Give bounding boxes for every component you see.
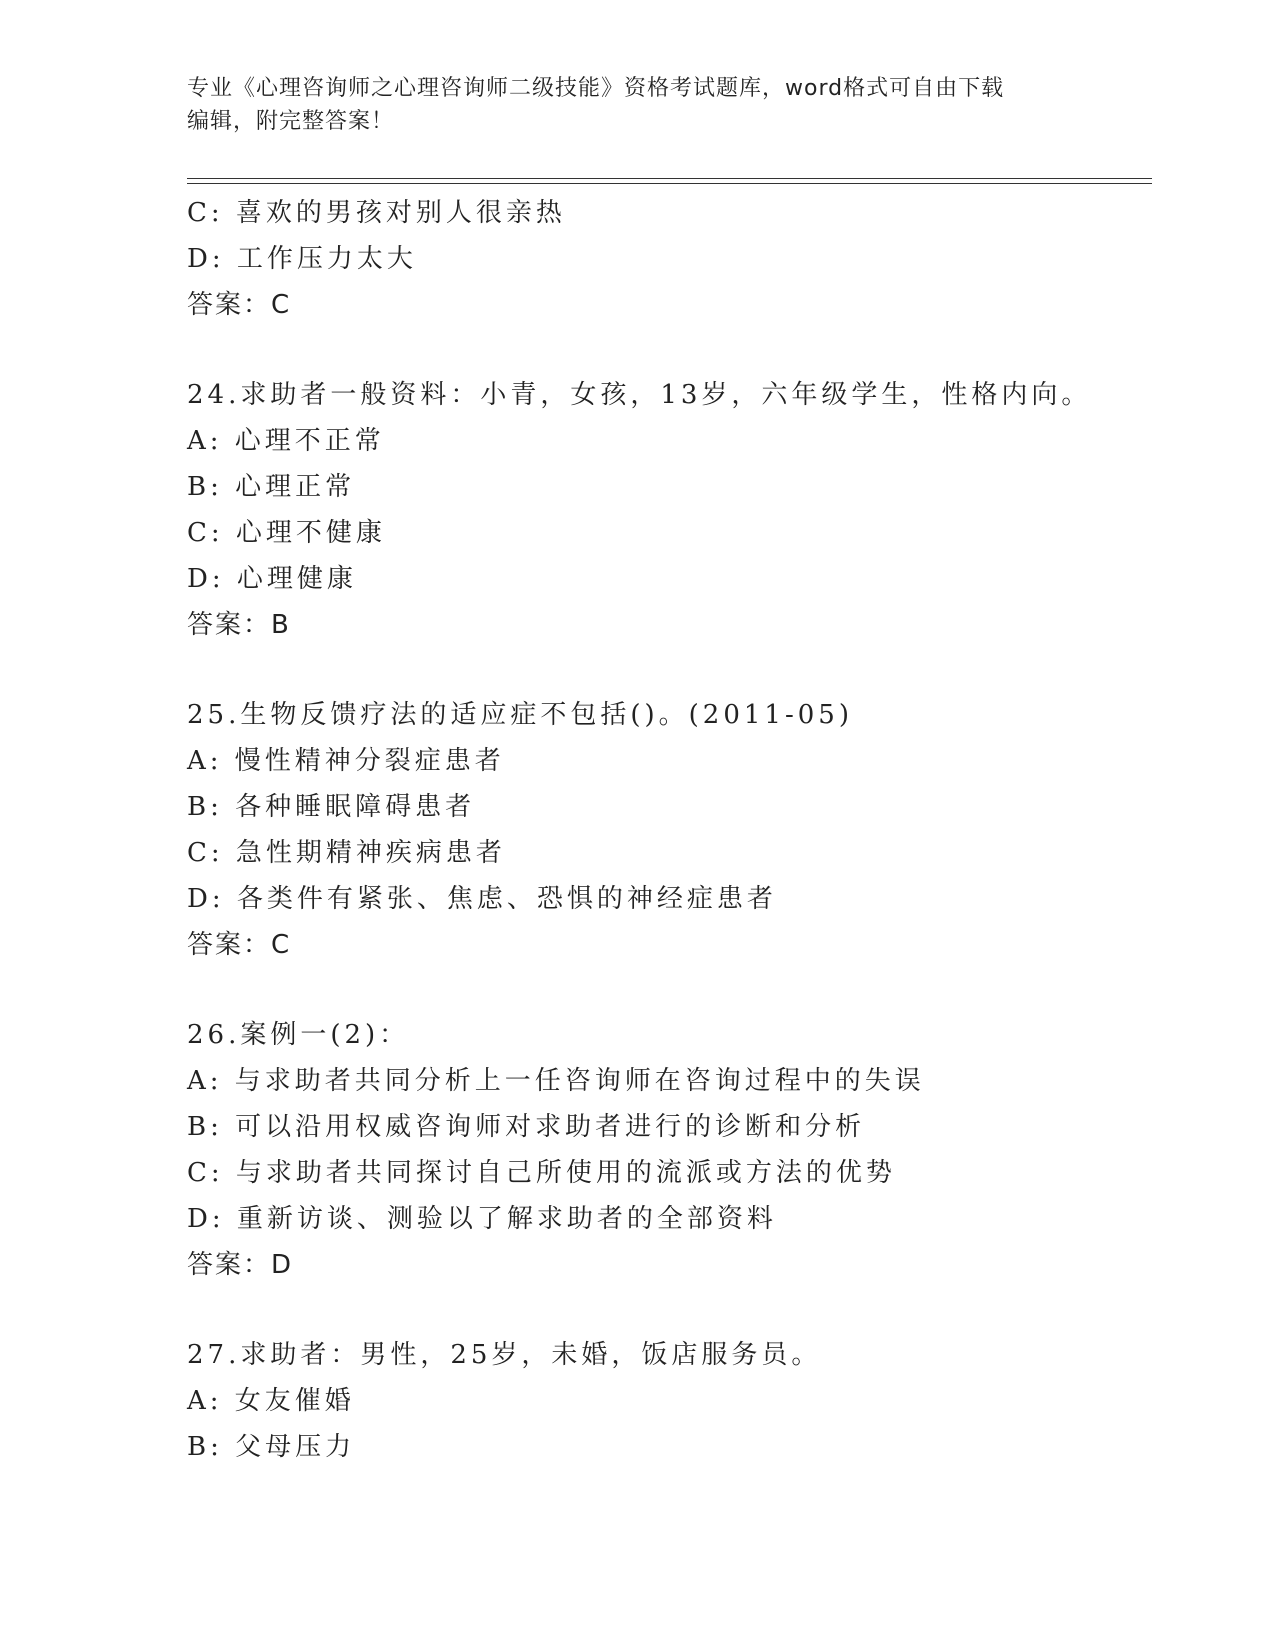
- block-spacer: [187, 1288, 1187, 1332]
- option-d: D: 重新访谈、测验以了解求助者的全部资料: [187, 1204, 777, 1234]
- block-spacer: [187, 968, 1187, 1012]
- question-block: [187, 1012, 1187, 1288]
- header-divider-bottom: [187, 183, 1152, 184]
- option-b: B: 父母压力: [187, 1432, 356, 1462]
- question-stem: 24.求助者一般资料：小青，女孩，13岁，六年级学生，性格内向。: [187, 380, 1092, 410]
- question-list: [187, 190, 1187, 1470]
- header-divider-top: [187, 178, 1152, 179]
- question-block: [187, 190, 1187, 328]
- option-b: B: 心理正常: [187, 472, 356, 502]
- document-header: [187, 72, 1087, 138]
- option-c: C: 心理不健康: [187, 518, 386, 548]
- option-a: A: 与求助者共同分析上一任咨询师在咨询过程中的失误: [187, 1066, 925, 1096]
- answer-line: 答案：D: [187, 1250, 294, 1280]
- block-spacer: [187, 328, 1187, 372]
- option-b: B: 可以沿用权威咨询师对求助者进行的诊断和分析: [187, 1112, 866, 1142]
- question-stem: 25.生物反馈疗法的适应症不包括()。(2011-05): [187, 700, 853, 730]
- answer-line: 答案：B: [187, 610, 291, 640]
- question-stem: 27.求助者：男性，25岁，未婚，饭店服务员。: [187, 1340, 822, 1370]
- option-c: C: 喜欢的男孩对别人很亲热: [187, 198, 566, 228]
- option-c: C: 与求助者共同探讨自己所使用的流派或方法的优势: [187, 1158, 896, 1188]
- question-block: [187, 1332, 1187, 1470]
- option-a: A: 心理不正常: [187, 426, 385, 456]
- block-spacer: [187, 648, 1187, 692]
- option-d: D: 各类件有紧张、焦虑、恐惧的神经症患者: [187, 884, 777, 914]
- question-block: [187, 692, 1187, 968]
- header-line-1: 专业《心理咨询师之心理咨询师二级技能》资格考试题库，word格式可自由下载: [187, 76, 1005, 101]
- question-block: [187, 372, 1187, 648]
- option-d: D: 工作压力太大: [187, 244, 417, 274]
- option-b: B: 各种睡眠障碍患者: [187, 792, 476, 822]
- answer-line: 答案：C: [187, 930, 292, 960]
- header-line-2: 编辑，附完整答案！: [187, 109, 395, 134]
- option-a: A: 女友催婚: [187, 1386, 355, 1416]
- question-stem: 26.案例一(2)：: [187, 1020, 410, 1050]
- option-d: D: 心理健康: [187, 564, 357, 594]
- option-c: C: 急性期精神疾病患者: [187, 838, 506, 868]
- option-a: A: 慢性精神分裂症患者: [187, 746, 505, 776]
- answer-line: 答案：C: [187, 290, 292, 320]
